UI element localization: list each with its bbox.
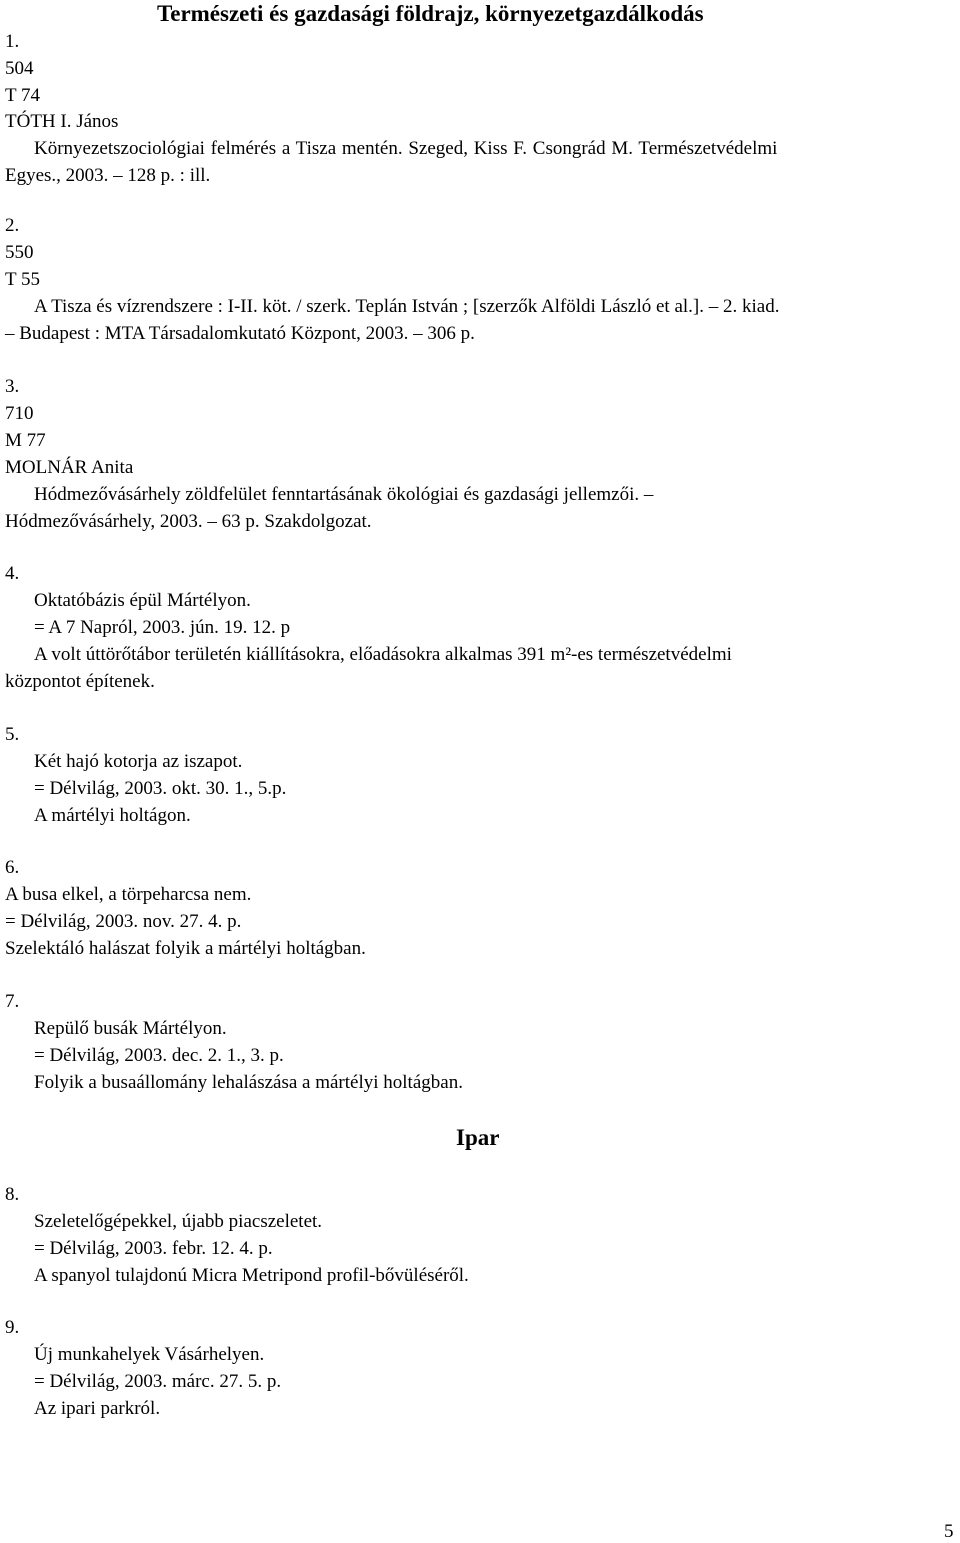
shelf-mark: T 74 [5, 85, 41, 106]
article-title: Új munkahelyek Vásárhelyen. [34, 1344, 265, 1365]
entry-title-line2: Egyes., 2003. – 128 p. : ill. [5, 165, 211, 186]
entry-number: 9. [5, 1317, 20, 1338]
shelf-mark: T 55 [5, 269, 41, 290]
article-source: = Délvilág, 2003. márc. 27. 5. p. [34, 1371, 282, 1392]
author: MOLNÁR Anita [5, 457, 134, 478]
entry-number: 5. [5, 724, 20, 745]
article-note: Folyik a busaállomány lehalászása a mártélyi holtágban. [34, 1072, 463, 1093]
entry-number: 1. [5, 31, 20, 52]
entry-number: 2. [5, 215, 20, 236]
shelf-class: 550 [5, 242, 34, 263]
article-title: Két hajó kotorja az iszapot. [34, 751, 243, 772]
entry-number: 6. [5, 857, 20, 878]
article-note-line2: központot építenek. [5, 671, 155, 692]
article-note: A spanyol tulajdonú Micra Metripond profil-bővüléséről. [34, 1265, 469, 1286]
section-title: Természeti és gazdasági földrajz, környezetgazdálkodás [157, 1, 704, 26]
article-title: Oktatóbázis épül Mártélyon. [34, 590, 251, 611]
section2-title: Ipar [456, 1125, 500, 1150]
article-source: = Délvilág, 2003. nov. 27. 4. p. [5, 911, 242, 932]
article-source: = Délvilág, 2003. dec. 2. 1., 3. p. [34, 1045, 284, 1066]
article-note: A mártélyi holtágon. [34, 805, 191, 826]
entry-title-line1: Környezetszociológiai felmérés a Tisza mentén. Szeged, Kiss F. Csongrád M. Természetvédelmi [34, 138, 778, 159]
article-source: = A 7 Napról, 2003. jún. 19. 12. p [34, 617, 291, 638]
article-title: Repülő busák Mártélyon. [34, 1018, 227, 1039]
article-note: Az ipari parkról. [34, 1398, 161, 1419]
entry-title-line1: Hódmezővásárhely zöldfelület fenntartásának ökológiai és gazdasági jellemzői. – [34, 484, 654, 505]
page-number: 5 [944, 1521, 954, 1542]
article-title: A busa elkel, a törpeharcsa nem. [5, 884, 252, 905]
article-source: = Délvilág, 2003. febr. 12. 4. p. [34, 1238, 273, 1259]
article-title: Szeletelőgépekkel, újabb piacszeletet. [34, 1211, 323, 1232]
entry-title-line1: A Tisza és vízrendszere : I-II. köt. / szerk. Teplán István ; [szerzők Alföldi László et al.]. – 2. kiad. [34, 296, 780, 317]
article-note-line1: A volt úttörőtábor területén kiállításokra, előadásokra alkalmas 391 m²-es természetvédelmi [34, 644, 732, 665]
entry-number: 8. [5, 1184, 20, 1205]
entry-number: 4. [5, 563, 20, 584]
entry-number: 7. [5, 991, 20, 1012]
article-source: = Délvilág, 2003. okt. 30. 1., 5.p. [34, 778, 287, 799]
entry-title-line2: Hódmezővásárhely, 2003. – 63 p. Szakdolgozat. [5, 511, 372, 532]
shelf-mark: M 77 [5, 430, 46, 451]
entry-number: 3. [5, 376, 20, 397]
article-note: Szelektáló halászat folyik a mártélyi holtágban. [5, 938, 366, 959]
shelf-class: 504 [5, 58, 34, 79]
shelf-class: 710 [5, 403, 34, 424]
author: TÓTH I. János [5, 111, 119, 132]
entry-title-line2: – Budapest : MTA Társadalomkutató Központ, 2003. – 306 p. [5, 323, 475, 344]
